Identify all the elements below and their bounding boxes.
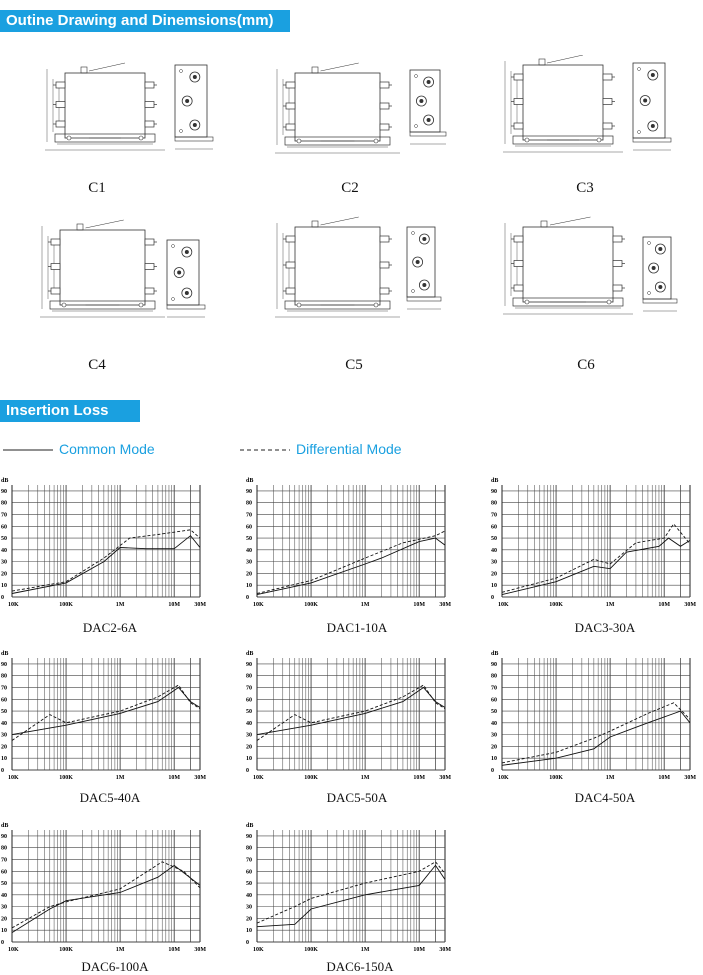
terminal [286,288,295,294]
x-tick-label: 30M [439,602,451,608]
side-terminal-core [658,285,662,289]
side-terminal-core [427,118,431,122]
y-tick-label: 90 [491,488,497,495]
y-tick-label: 10 [1,928,7,935]
terminal [380,262,389,268]
x-tick-label: 10K [498,602,509,608]
terminal [51,239,60,245]
y-tick-label: 70 [491,512,497,519]
y-tick-label: 30 [246,732,252,739]
side-terminal-core [422,283,426,287]
terminal [145,102,154,108]
y-tick-label: 40 [1,720,7,727]
y-tick-label: 20 [246,916,252,923]
x-tick-label: 1M [115,947,125,953]
chart-grid [12,658,200,770]
y-tick-label: 30 [1,559,7,566]
terminal [603,99,612,105]
mounting-hole [374,139,378,143]
y-tick-label: 0 [1,595,4,601]
chart-grid [502,658,690,770]
y-tick-label: 40 [491,547,497,554]
drawing-c3 [478,55,693,175]
terminal [603,123,612,129]
x-tick-label: 30M [194,602,206,608]
y-tick-label: 30 [1,904,7,911]
terminal [613,236,622,242]
leader-line [89,63,125,71]
y-tick-label: 40 [1,892,7,899]
y-tick-label: 90 [1,833,7,840]
y-tick-label: 0 [1,940,4,946]
y-tick-label: 80 [246,845,252,852]
y-tick-label: 60 [491,524,497,531]
y-tick-label: 30 [491,559,497,566]
y-tick-label: 50 [1,709,7,716]
y-unit-label: dB [1,478,9,484]
chart-dac2-6a [0,475,210,615]
terminal [514,123,523,129]
drawing-caption-c2: C2 [341,180,359,196]
y-tick-label: 90 [491,661,497,668]
ground-stud [312,67,318,73]
y-tick-label: 80 [246,500,252,507]
y-tick-label: 10 [491,583,497,590]
y-tick-label: 30 [246,559,252,566]
mounting-hole [607,300,611,304]
y-tick-label: 50 [1,881,7,888]
y-tick-label: 60 [246,697,252,704]
chart-dac1-10a [245,475,455,615]
terminal [286,103,295,109]
y-tick-label: 60 [1,697,7,704]
y-tick-label: 70 [1,685,7,692]
side-view-base [643,299,677,303]
side-terminal-core [658,247,662,251]
side-terminal-core [193,123,197,127]
y-tick-label: 80 [491,500,497,507]
ground-stud [77,224,83,230]
y-tick-label: 60 [1,869,7,876]
x-tick-label: 10M [168,947,181,953]
side-terminal-core [422,237,426,241]
x-tick-label: 100K [304,602,318,608]
leader-line [321,63,359,71]
chart-dac5-40a [0,648,210,788]
dashed-line-swatch [240,448,290,452]
y-tick-label: 20 [491,744,497,751]
terminal [145,264,154,270]
side-terminal-core [416,260,420,264]
y-tick-label: 20 [246,744,252,751]
y-tick-label: 90 [1,661,7,668]
x-tick-label: 10K [8,775,19,781]
side-view-base [633,138,671,142]
y-unit-label: dB [1,823,9,829]
terminal [380,236,389,242]
y-tick-label: 80 [491,673,497,680]
y-tick-label: 10 [246,928,252,935]
chart-dac3-30a [490,475,700,615]
side-terminal-core [651,124,655,128]
solid-line-swatch [3,448,53,452]
x-tick-label: 100K [59,947,73,953]
terminal [145,288,154,294]
y-tick-label: 20 [491,571,497,578]
terminal [380,124,389,130]
side-view-base [175,137,213,141]
y-unit-label: dB [246,478,254,484]
leader-line [321,217,359,225]
y-tick-label: 10 [491,756,497,763]
mounting-hole [67,136,71,140]
y-tick-label: 10 [1,756,7,763]
terminal [514,99,523,105]
filter-body [295,73,380,141]
y-tick-label: 30 [246,904,252,911]
y-tick-label: 10 [1,583,7,590]
terminal [51,264,60,270]
drawing-caption-c4: C4 [88,357,106,373]
drawing-c4 [15,215,215,340]
y-tick-label: 40 [246,892,252,899]
drawing-caption-c1: C1 [88,180,106,196]
chart-label-dac4-50a: DAC4-50A [574,790,636,805]
insertion-loss-section-header: Insertion Loss [0,400,140,422]
y-tick-label: 10 [246,756,252,763]
x-tick-label: 30M [439,947,451,953]
x-tick-label: 10K [8,947,19,953]
terminal [380,288,389,294]
x-tick-label: 10M [413,947,426,953]
side-terminal-core [193,75,197,79]
y-tick-label: 70 [491,685,497,692]
x-tick-label: 1M [115,602,125,608]
drawing-c2 [250,55,460,175]
mounting-hole [374,303,378,307]
mounting-hole [139,136,143,140]
y-unit-label: dB [246,651,254,657]
y-unit-label: dB [246,823,254,829]
y-tick-label: 50 [1,536,7,543]
y-tick-label: 60 [491,697,497,704]
chart-dac4-50a [490,648,700,788]
x-tick-label: 10M [168,602,181,608]
x-tick-label: 1M [360,775,370,781]
x-tick-label: 1M [360,602,370,608]
terminal [286,236,295,242]
mounting-hole [297,139,301,143]
legend-differential-mode: Differential Mode [240,441,402,457]
terminal [56,102,65,108]
drawing-caption-c3: C3 [576,180,594,196]
side-terminal-core [177,271,181,275]
x-tick-label: 10M [413,775,426,781]
y-tick-label: 70 [1,857,7,864]
filter-body [65,73,145,138]
terminal [145,121,154,127]
mounting-hole [525,300,529,304]
drawing-c6 [475,215,695,340]
terminal [286,82,295,88]
x-tick-label: 10K [253,602,264,608]
filter-body [295,227,380,305]
x-tick-label: 10K [253,947,264,953]
y-tick-label: 0 [1,768,4,774]
y-tick-label: 60 [246,524,252,531]
y-tick-label: 20 [246,571,252,578]
y-unit-label: dB [491,651,499,657]
y-tick-label: 10 [246,583,252,590]
y-tick-label: 0 [491,595,494,601]
y-tick-label: 0 [246,595,249,601]
terminal [514,236,523,242]
y-unit-label: dB [1,651,9,657]
x-tick-label: 100K [59,775,73,781]
terminal [603,74,612,80]
ground-stud [81,67,87,73]
y-tick-label: 30 [1,732,7,739]
y-tick-label: 50 [246,709,252,716]
terminal [51,288,60,294]
drawing-caption-c6: C6 [577,357,595,373]
y-tick-label: 60 [1,524,7,531]
y-tick-label: 20 [1,571,7,578]
side-terminal-core [643,99,647,103]
x-tick-label: 100K [59,602,73,608]
chart-grid [12,830,200,942]
side-view-base [410,132,446,136]
y-tick-label: 40 [246,720,252,727]
y-tick-label: 40 [491,720,497,727]
y-tick-label: 0 [246,940,249,946]
x-tick-label: 1M [605,775,615,781]
chart-label-dac5-50a: DAC5-50A [326,790,388,805]
drawing-c5 [250,215,450,340]
terminal [514,74,523,80]
terminal [380,82,389,88]
leader-line [550,217,591,225]
side-terminal-core [419,99,423,103]
chart-grid [257,485,445,597]
mounting-hole [139,303,143,307]
chart-label-dac1-10a: DAC1-10A [326,620,388,635]
y-tick-label: 90 [1,488,7,495]
y-tick-label: 0 [491,768,494,774]
y-tick-label: 90 [246,488,252,495]
chart-label-dac5-40a: DAC5-40A [79,790,141,805]
terminal [613,261,622,267]
x-tick-label: 100K [549,775,563,781]
terminal [286,124,295,130]
x-tick-label: 10M [658,602,671,608]
x-tick-label: 10K [253,775,264,781]
x-tick-label: 10M [413,602,426,608]
terminal [514,285,523,291]
terminal [286,262,295,268]
mounting-hole [597,138,601,142]
x-tick-label: 10K [498,775,509,781]
terminal [613,285,622,291]
chart-grid [502,485,690,597]
y-tick-label: 70 [246,857,252,864]
chart-dac5-50a [245,648,455,788]
chart-dac6-150a [245,820,455,960]
y-tick-label: 50 [491,709,497,716]
y-tick-label: 80 [1,500,7,507]
x-tick-label: 30M [684,602,696,608]
y-tick-label: 60 [246,869,252,876]
drawing-caption-c5: C5 [345,357,363,373]
ground-stud [541,221,547,227]
x-tick-label: 30M [684,775,696,781]
terminal [56,82,65,88]
chart-label-dac3-30a: DAC3-30A [574,620,636,635]
side-view-base [167,305,205,309]
y-tick-label: 30 [491,732,497,739]
terminal [380,103,389,109]
x-tick-label: 1M [605,602,615,608]
filter-body [523,65,603,140]
x-tick-label: 1M [115,775,125,781]
y-tick-label: 80 [1,673,7,680]
chart-grid [257,658,445,770]
y-unit-label: dB [491,478,499,484]
y-tick-label: 50 [491,536,497,543]
side-terminal-core [185,250,189,254]
ground-stud [312,221,318,227]
side-terminal-core [427,80,431,84]
x-tick-label: 1M [360,947,370,953]
side-view-base [407,297,441,301]
x-tick-label: 10M [658,775,671,781]
y-tick-label: 70 [246,512,252,519]
y-tick-label: 20 [1,916,7,923]
y-tick-label: 40 [246,547,252,554]
mounting-hole [297,303,301,307]
x-tick-label: 10M [168,775,181,781]
y-tick-label: 20 [1,744,7,751]
chart-grid [12,485,200,597]
x-tick-label: 100K [304,947,318,953]
x-tick-label: 30M [439,775,451,781]
legend-common-mode: Common Mode [3,441,155,457]
side-terminal-core [185,291,189,295]
side-terminal-core [651,73,655,77]
chart-label-dac6-150a: DAC6-150A [326,959,394,974]
x-tick-label: 100K [304,775,318,781]
side-terminal-core [185,99,189,103]
drawing-c1 [20,55,220,175]
terminal [145,82,154,88]
filter-body [523,227,613,302]
mounting-hole [62,303,66,307]
terminal [145,239,154,245]
mounting-hole [525,138,529,142]
y-tick-label: 80 [1,845,7,852]
x-tick-label: 30M [194,775,206,781]
terminal [56,121,65,127]
terminal [514,261,523,267]
x-tick-label: 10K [8,602,19,608]
chart-dac6-100a [0,820,210,960]
y-tick-label: 90 [246,661,252,668]
y-tick-label: 40 [1,547,7,554]
y-tick-label: 80 [246,673,252,680]
y-tick-label: 50 [246,536,252,543]
x-tick-label: 100K [549,602,563,608]
leader-line [86,220,124,228]
y-tick-label: 0 [246,768,249,774]
leader-line [547,55,583,63]
y-tick-label: 90 [246,833,252,840]
side-terminal-core [652,266,656,270]
filter-body [60,230,145,305]
ground-stud [539,59,545,65]
x-tick-label: 30M [194,947,206,953]
y-tick-label: 70 [1,512,7,519]
chart-label-dac2-6a: DAC2-6A [82,620,138,635]
outline-drawing-section-header: Outine Drawing and Dinemsions(mm) [0,10,290,32]
y-tick-label: 70 [246,685,252,692]
y-tick-label: 50 [246,881,252,888]
chart-label-dac6-100a: DAC6-100A [81,959,149,974]
